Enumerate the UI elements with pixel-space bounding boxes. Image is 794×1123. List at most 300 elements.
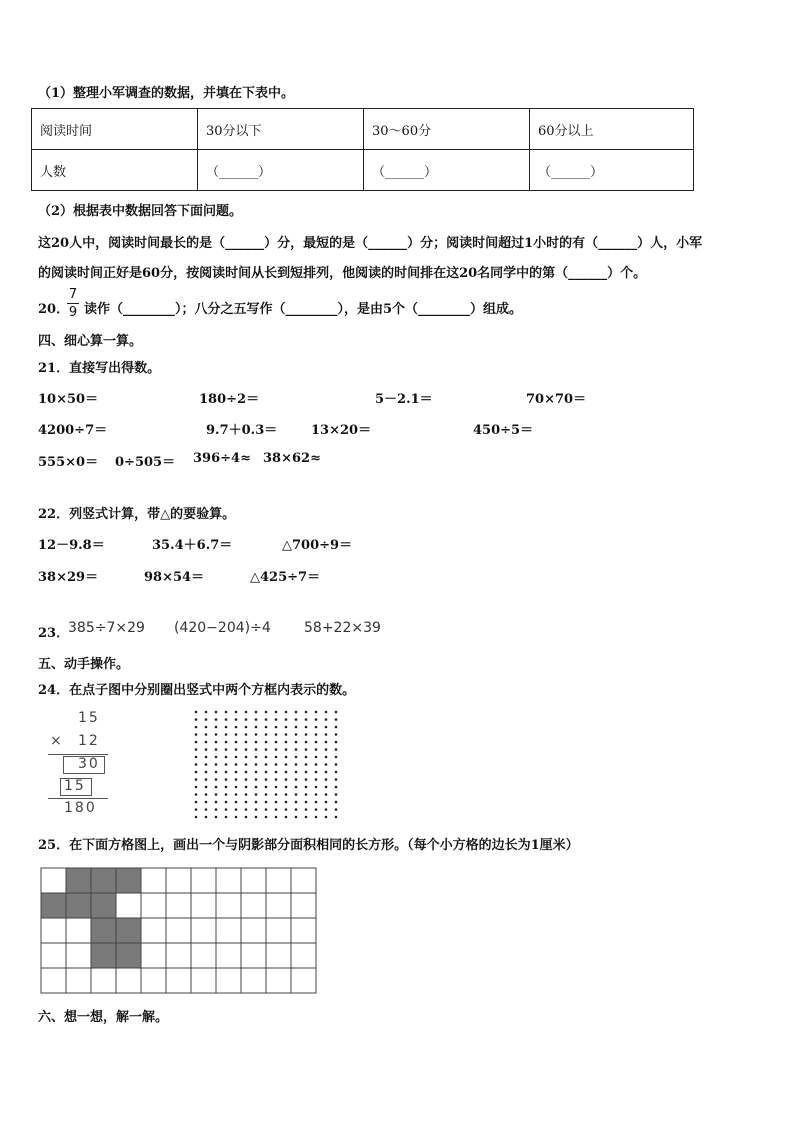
dot[interactable] [245,718,248,721]
dot[interactable] [225,711,228,714]
grid-cell[interactable] [266,918,291,943]
grid-cell[interactable] [266,893,291,918]
grid-cell[interactable] [191,893,216,918]
dot[interactable] [235,718,238,721]
dot[interactable] [305,718,308,721]
dot[interactable] [315,801,318,804]
dot[interactable] [215,711,218,714]
dot[interactable] [215,778,218,781]
dot[interactable] [275,801,278,804]
dot[interactable] [305,711,308,714]
dot[interactable] [225,756,228,759]
dot[interactable] [245,793,248,796]
dot[interactable] [315,741,318,744]
dot[interactable] [205,718,208,721]
shaded-cell[interactable] [91,943,116,968]
dot[interactable] [305,801,308,804]
dot[interactable] [305,793,308,796]
dot[interactable] [265,756,268,759]
part2-line1: 这20人中，阅读时间最长的是（______）分，最短的是（______）分；阅读时间超过1小时的有（______）人，小军 [38,236,703,251]
dot[interactable] [255,726,258,729]
dot[interactable] [235,801,238,804]
dot[interactable] [315,763,318,766]
dot[interactable] [235,786,238,789]
dot[interactable] [295,741,298,744]
dot[interactable] [305,748,308,751]
dot[interactable] [335,741,338,744]
dot[interactable] [285,793,288,796]
dot[interactable] [275,763,278,766]
dot[interactable] [265,808,268,811]
answer-blank[interactable]: （______） [198,150,364,191]
dot[interactable] [195,763,198,766]
dot[interactable] [315,793,318,796]
dot[interactable] [195,711,198,714]
dot[interactable] [255,756,258,759]
dot[interactable] [335,763,338,766]
dot[interactable] [235,726,238,729]
dot[interactable] [215,801,218,804]
dot[interactable] [295,756,298,759]
grid-cell[interactable] [141,943,166,968]
dot[interactable] [325,718,328,721]
dot[interactable] [235,763,238,766]
shaded-cell[interactable] [66,893,91,918]
dot[interactable] [315,786,318,789]
dot[interactable] [205,763,208,766]
dot[interactable] [195,718,198,721]
dot[interactable] [335,718,338,721]
dot[interactable] [295,801,298,804]
q21-title: 21．直接写出得数。 [38,361,161,376]
dot[interactable] [225,793,228,796]
dot[interactable] [285,778,288,781]
shaded-cell[interactable] [116,918,141,943]
shaded-cell[interactable] [91,868,116,893]
dot[interactable] [265,726,268,729]
dot[interactable] [265,741,268,744]
calc-item: 35.4＋6.7＝ [152,538,233,553]
dot[interactable] [235,733,238,736]
dot[interactable] [265,801,268,804]
dot[interactable] [245,763,248,766]
dot[interactable] [225,778,228,781]
dot[interactable] [305,808,308,811]
multiplier: 12 [78,733,100,749]
dot[interactable] [305,763,308,766]
grid-cell[interactable] [191,968,216,993]
dot[interactable] [255,808,258,811]
dot[interactable] [305,778,308,781]
dot[interactable] [215,786,218,789]
dot[interactable] [215,741,218,744]
dot[interactable] [295,748,298,751]
dot[interactable] [335,801,338,804]
dot[interactable] [315,756,318,759]
dot[interactable] [245,756,248,759]
dot[interactable] [235,778,238,781]
dot[interactable] [255,733,258,736]
dot[interactable] [225,741,228,744]
dot[interactable] [275,756,278,759]
partial-product-1: 30 [78,756,100,772]
dot[interactable] [265,733,268,736]
dot[interactable] [315,808,318,811]
dot[interactable] [255,748,258,751]
dot[interactable] [215,763,218,766]
shaded-cell[interactable] [66,868,91,893]
dot[interactable] [265,748,268,751]
grid-cell[interactable] [116,893,141,918]
dot[interactable] [285,786,288,789]
grid-cell[interactable] [241,893,266,918]
grid-cell[interactable] [291,943,316,968]
dot[interactable] [225,801,228,804]
dot[interactable] [325,763,328,766]
dot[interactable] [215,793,218,796]
dot[interactable] [325,808,328,811]
grid-cell[interactable] [41,943,66,968]
dot[interactable] [205,778,208,781]
grid-cell[interactable] [216,918,241,943]
dot[interactable] [305,756,308,759]
grid-cell[interactable] [166,918,191,943]
dot[interactable] [205,816,208,819]
dot[interactable] [275,808,278,811]
dot[interactable] [325,741,328,744]
grid-cell[interactable] [141,968,166,993]
dot[interactable] [325,733,328,736]
dot[interactable] [275,793,278,796]
dot[interactable] [295,816,298,819]
grid-cell[interactable] [66,968,91,993]
dot[interactable] [215,718,218,721]
dot[interactable] [275,816,278,819]
dot[interactable] [265,711,268,714]
dot[interactable] [225,726,228,729]
dot[interactable] [285,808,288,811]
dot[interactable] [295,711,298,714]
dot[interactable] [215,756,218,759]
dot[interactable] [225,808,228,811]
dot[interactable] [225,771,228,774]
dot[interactable] [245,741,248,744]
dot[interactable] [315,771,318,774]
dot[interactable] [295,786,298,789]
dot[interactable] [225,748,228,751]
dot[interactable] [285,748,288,751]
grid-cell[interactable] [241,943,266,968]
dot[interactable] [295,778,298,781]
grid-cell[interactable] [216,968,241,993]
dot[interactable] [235,711,238,714]
grid-cell[interactable] [141,893,166,918]
dot[interactable] [335,778,338,781]
dot[interactable] [225,733,228,736]
dot[interactable] [215,816,218,819]
fraction-bar [67,303,79,304]
grid-cell[interactable] [166,968,191,993]
dot[interactable] [195,756,198,759]
dot[interactable] [275,778,278,781]
dot[interactable] [285,801,288,804]
dot[interactable] [205,741,208,744]
dot[interactable] [215,771,218,774]
dot[interactable] [275,748,278,751]
dot[interactable] [335,786,338,789]
rule-line [48,798,108,799]
dot[interactable] [285,816,288,819]
dot[interactable] [285,741,288,744]
dot[interactable] [235,816,238,819]
grid-cell[interactable] [191,868,216,893]
dot[interactable] [205,793,208,796]
dot[interactable] [245,778,248,781]
grid-cell[interactable] [41,968,66,993]
dot[interactable] [295,808,298,811]
expression: 385÷7×29 [68,620,145,636]
dot[interactable] [275,718,278,721]
grid-cell[interactable] [191,918,216,943]
dot[interactable] [275,726,278,729]
grid-cell[interactable] [166,868,191,893]
dot[interactable] [325,801,328,804]
dot[interactable] [195,741,198,744]
dot[interactable] [285,711,288,714]
dot[interactable] [325,816,328,819]
dot[interactable] [305,786,308,789]
dot[interactable] [275,771,278,774]
dot[interactable] [255,741,258,744]
dot[interactable] [335,756,338,759]
dot[interactable] [215,748,218,751]
dot[interactable] [205,748,208,751]
grid-cell[interactable] [66,943,91,968]
shaded-cell[interactable] [41,893,66,918]
dot[interactable] [295,793,298,796]
dot[interactable] [265,763,268,766]
dot[interactable] [205,801,208,804]
shaded-cell[interactable] [91,918,116,943]
grid-cell[interactable] [91,968,116,993]
dot[interactable] [195,786,198,789]
dot[interactable] [245,816,248,819]
answer-blank[interactable]: （______） [530,150,694,191]
calc-item: 0÷505＝ [115,455,176,470]
calc-item: 13×20＝ [311,423,372,438]
dot[interactable] [275,741,278,744]
dot[interactable] [325,771,328,774]
dot[interactable] [285,733,288,736]
dot[interactable] [315,718,318,721]
dot[interactable] [215,733,218,736]
dot[interactable] [305,771,308,774]
dot[interactable] [225,786,228,789]
dot[interactable] [205,756,208,759]
dot[interactable] [305,816,308,819]
dot[interactable] [275,733,278,736]
rule-line [48,754,108,755]
dot[interactable] [335,793,338,796]
table-row [32,150,694,191]
dot[interactable] [235,771,238,774]
dot[interactable] [255,778,258,781]
grid-cell[interactable] [291,868,316,893]
dot[interactable] [265,718,268,721]
dot[interactable] [205,726,208,729]
grid-cell[interactable] [41,918,66,943]
dot[interactable] [315,726,318,729]
dot[interactable] [285,726,288,729]
dot[interactable] [295,763,298,766]
grid-cell[interactable] [291,968,316,993]
dot[interactable] [255,718,258,721]
dot[interactable] [265,771,268,774]
dot[interactable] [215,726,218,729]
grid-cell[interactable] [166,893,191,918]
shaded-cell[interactable] [116,943,141,968]
dot[interactable] [315,748,318,751]
dot[interactable] [205,733,208,736]
dot[interactable] [235,748,238,751]
dot[interactable] [245,733,248,736]
dot[interactable] [335,808,338,811]
dot[interactable] [195,793,198,796]
dot[interactable] [315,711,318,714]
grid-cell[interactable] [191,943,216,968]
dot[interactable] [315,733,318,736]
grid-cell[interactable] [241,868,266,893]
dot[interactable] [335,733,338,736]
grid-cell[interactable] [216,868,241,893]
dot[interactable] [215,808,218,811]
dot[interactable] [285,763,288,766]
answer-blank[interactable]: （______） [364,150,530,191]
dot[interactable] [285,771,288,774]
dot[interactable] [255,816,258,819]
grid-cell[interactable] [291,918,316,943]
dot[interactable] [265,793,268,796]
dot[interactable] [305,741,308,744]
dot[interactable] [245,711,248,714]
grid-cell[interactable] [241,918,266,943]
dot[interactable] [195,771,198,774]
dot[interactable] [285,756,288,759]
dot[interactable] [195,801,198,804]
dot[interactable] [195,778,198,781]
dot[interactable] [225,816,228,819]
grid-cell[interactable] [266,943,291,968]
dot[interactable] [245,808,248,811]
dot[interactable] [245,801,248,804]
dot[interactable] [275,711,278,714]
dot[interactable] [205,771,208,774]
dot[interactable] [205,808,208,811]
dot[interactable] [255,786,258,789]
dot[interactable] [235,756,238,759]
dot[interactable] [195,808,198,811]
dot[interactable] [335,711,338,714]
dot[interactable] [275,786,278,789]
dot[interactable] [265,778,268,781]
dot[interactable] [235,741,238,744]
q23-number: 23． [38,626,70,641]
dot[interactable] [255,763,258,766]
dot[interactable] [245,771,248,774]
dot[interactable] [205,786,208,789]
grid-cell[interactable] [216,943,241,968]
dot[interactable] [325,786,328,789]
dot-grid[interactable] [192,709,342,821]
grid-cell[interactable] [116,968,141,993]
dot[interactable] [285,718,288,721]
grid-cell[interactable] [266,968,291,993]
dot[interactable] [245,748,248,751]
dot[interactable] [315,778,318,781]
grid-cell[interactable] [66,918,91,943]
dot[interactable] [335,771,338,774]
dot[interactable] [325,756,328,759]
calc-item: 70×70＝ [526,392,587,407]
dot[interactable] [225,763,228,766]
dot[interactable] [315,816,318,819]
dot[interactable] [255,771,258,774]
dot[interactable] [245,786,248,789]
dot[interactable] [335,748,338,751]
dot[interactable] [265,816,268,819]
dot[interactable] [255,801,258,804]
dot[interactable] [335,816,338,819]
dot[interactable] [225,718,228,721]
dot[interactable] [295,718,298,721]
grid-cell[interactable] [291,893,316,918]
shaded-cell[interactable] [91,893,116,918]
dot[interactable] [325,726,328,729]
dot[interactable] [195,726,198,729]
dot[interactable] [295,733,298,736]
grid-cell[interactable] [141,918,166,943]
dot[interactable] [335,726,338,729]
dot[interactable] [255,793,258,796]
grid-cell[interactable] [141,868,166,893]
dot[interactable] [245,726,248,729]
dot[interactable] [325,711,328,714]
grid-cell[interactable] [266,868,291,893]
dot[interactable] [235,808,238,811]
dot[interactable] [305,726,308,729]
dot[interactable] [195,748,198,751]
dot[interactable] [325,778,328,781]
shaded-cell[interactable] [116,868,141,893]
dot[interactable] [195,733,198,736]
dot[interactable] [195,816,198,819]
dot[interactable] [295,771,298,774]
grid-cell[interactable] [216,893,241,918]
dot[interactable] [325,793,328,796]
dot[interactable] [265,786,268,789]
dot[interactable] [205,711,208,714]
dot[interactable] [325,748,328,751]
square-grid[interactable] [40,867,318,997]
section-5-heading: 五、动手操作。 [38,657,130,672]
grid-cell[interactable] [241,968,266,993]
grid-cell[interactable] [166,943,191,968]
dot[interactable] [235,793,238,796]
dot[interactable] [255,711,258,714]
dot[interactable] [305,733,308,736]
dot[interactable] [295,726,298,729]
grid-cell[interactable] [41,868,66,893]
